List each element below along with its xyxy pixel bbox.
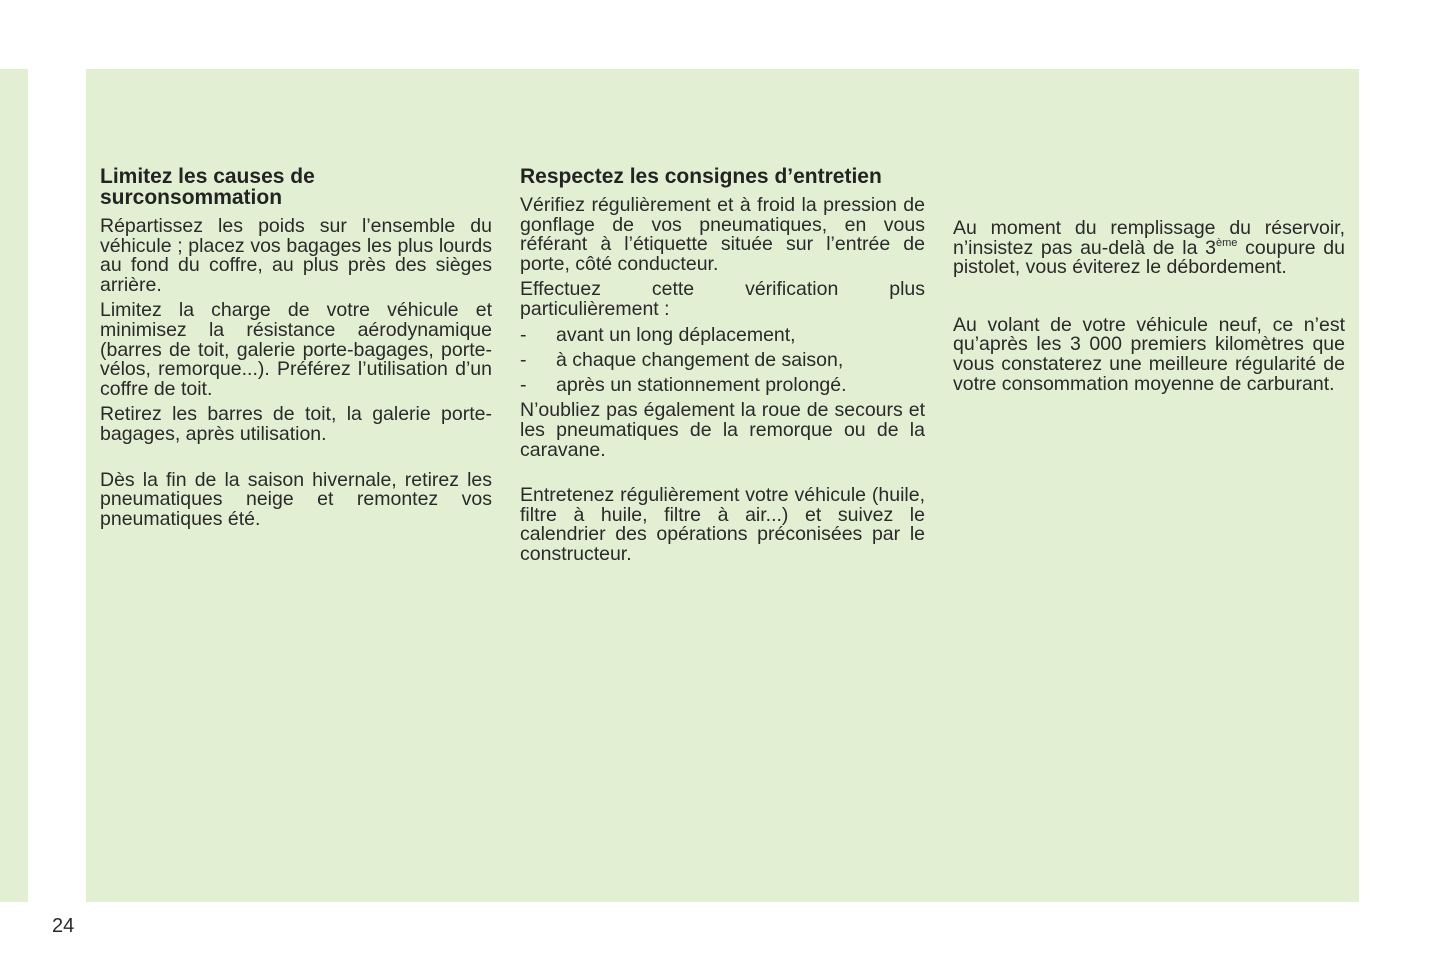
list-item: - à chaque changement de saison,	[520, 348, 844, 371]
dash-marker: -	[520, 348, 527, 371]
side-tab	[0, 69, 28, 902]
list-item: - après un stationnement prolongé.	[520, 373, 847, 396]
heading-overconsumption: Limitez les causes de surconsommation	[100, 165, 315, 209]
paragraph-winter-tyres: Dès la fin de la saison hivernale, retirez les pneumatiques neige et remontez vos pneumatiques été.	[100, 468, 492, 530]
page-number: 24	[52, 915, 75, 937]
dash-marker: -	[520, 373, 527, 396]
heading-maintenance: Respectez les consignes d’entretien	[520, 165, 882, 188]
paragraph-tyre-pressure: Vérifiez régulièrement et à froid la pression de gonflage de vos pneumatiques, en vous référant à l’étiquette située sur l’entrée de porte, côté conducteur.	[520, 194, 925, 275]
paragraph-remove-roof-bars: Retirez les barres de toit, la galerie porte-bagages, après utilisation.	[100, 403, 492, 445]
dash-marker: -	[520, 323, 527, 346]
column-refuelling	[953, 219, 1345, 400]
paragraph-service-schedule: Entretenez régulièrement votre véhicule (huile, filtre à huile, filtre à air...) et suivez le calendrier des opérations préconisées par le constructeur.	[520, 484, 925, 565]
paragraph-new-vehicle: Au volant de votre véhicule neuf, ce n’est qu’après les 3 000 premiers kilomètres que vous constaterez une meilleure régularité de votre consommation moyenne de carburant.	[953, 313, 1345, 395]
check-list	[520, 323, 925, 396]
paragraph-load-aerodynamics: Limitez la charge de votre véhicule et minimisez la résistance aérodynamique (barres de toit, galerie porte-bagages, porte-vélos, remorque...). Préférez l’utilisation d’un coffre de toit.	[100, 299, 492, 400]
list-item: - avant un long déplacement,	[520, 323, 796, 346]
paragraph-refuelling: Au moment du remplissage du réservoir, n’insistez pas au-delà de la 3ème coupure du pistolet, vous éviterez le débordement.	[953, 217, 1345, 279]
column-maintenance	[520, 166, 925, 571]
column-fuel-consumption	[100, 166, 492, 535]
paragraph-check-timing: Effectuez cette vérification plus particulièrement :	[520, 278, 925, 320]
paragraph-weight-distribution: Répartissez les poids sur l’ensemble du véhicule ; placez vos bagages les plus lourds au fond du coffre, au plus près des sièges arrière.	[100, 215, 492, 296]
paragraph-spare-wheel: N’oubliez pas également la roue de secours et les pneumatiques de la remorque ou de la caravane.	[520, 399, 925, 461]
